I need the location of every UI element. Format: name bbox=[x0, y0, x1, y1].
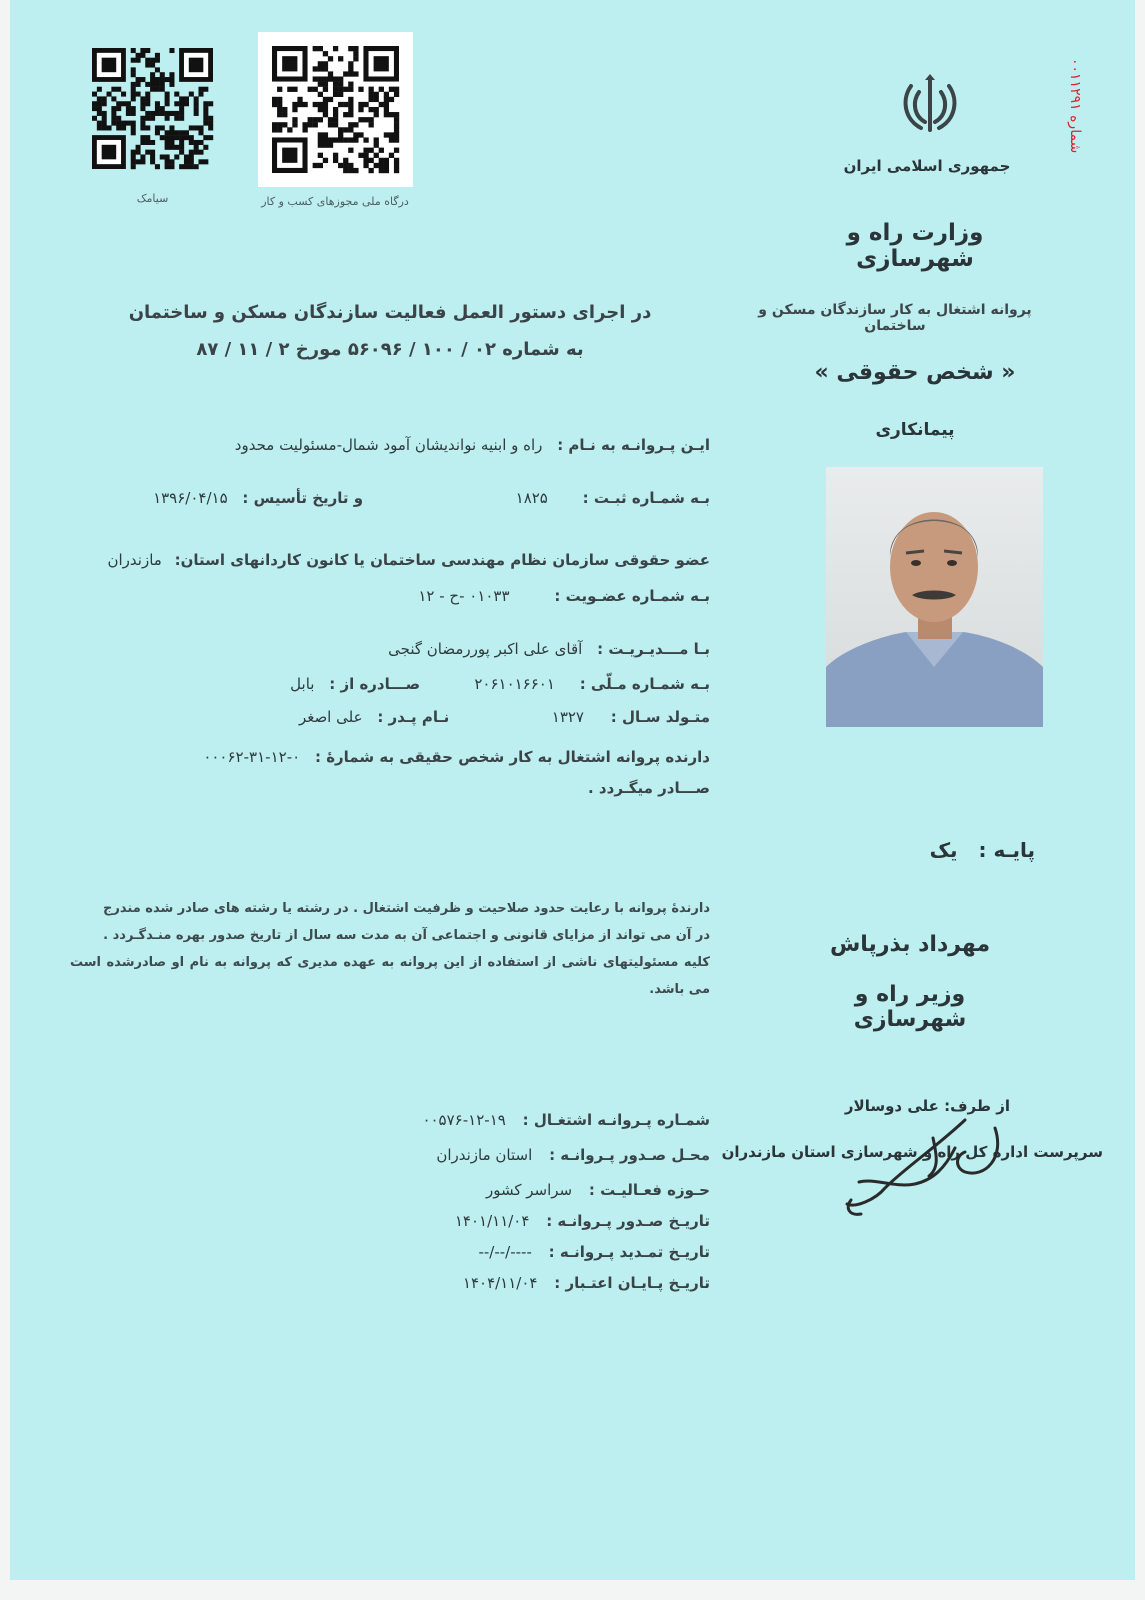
membership-org-label: عضو حقوقی سازمان نظام مهندسی ساختمان یا کانون کاردانهای استان: bbox=[174, 551, 710, 569]
membership-org-row bbox=[107, 551, 710, 569]
iran-emblem-icon bbox=[897, 72, 963, 138]
ministry-title: وزارت راه و شهرسازی bbox=[846, 220, 984, 272]
expiry-date-label: تاریـخ پـایـان اعتـبار : bbox=[554, 1274, 710, 1292]
clause-line-1: دارندهٔ پروانه با رعایت حدود صلاحیت و ظرفیت اشتغال . در رشته یا رشته های صادر شده مندرج bbox=[103, 901, 710, 916]
holder-permit-row bbox=[203, 748, 710, 766]
country-name: جمهوری اسلامی ایران bbox=[843, 157, 1011, 175]
qr-caption-business-portal: درگاه ملی مجوزهای کسب و کار bbox=[261, 195, 409, 208]
expiry-date-row bbox=[463, 1274, 710, 1292]
manager-photo bbox=[826, 467, 1043, 727]
holder-name-label: ایـن پـروانـه به نـام : bbox=[557, 436, 710, 454]
permit-number-label: شمـاره پـروانـه اشتغـال : bbox=[522, 1111, 710, 1129]
conditions-clause bbox=[70, 895, 710, 1003]
issue-date-row bbox=[455, 1212, 710, 1230]
qr-caption-siamak: سیامک bbox=[136, 192, 169, 205]
permit-number-row bbox=[422, 1111, 710, 1129]
national-id-row bbox=[290, 675, 710, 693]
issued-from-label: صـــادره از : bbox=[329, 675, 421, 693]
birth-year-value: ۱۳۲۷ bbox=[551, 708, 584, 726]
activity-category: پیمانکاری bbox=[875, 420, 955, 440]
on-behalf-of: از طرف: علی دوسالار bbox=[844, 1097, 1010, 1115]
minister-title: وزیر راه و شهرسازی bbox=[853, 982, 967, 1032]
registration-row bbox=[153, 489, 710, 507]
registration-label: بـه شمـاره ثبـت : bbox=[582, 489, 710, 507]
issued-from-value: بابل bbox=[290, 675, 315, 693]
scope-label: حـوزه فعـالیـت : bbox=[588, 1181, 710, 1199]
signature-icon bbox=[815, 1108, 1025, 1218]
decree-heading-line2: به شماره ۰۲ / ۱۰۰ / ۵۶۰۹۶ مورخ ۲ / ۱۱ / ۸۷ bbox=[196, 339, 584, 360]
grade-value: یک bbox=[929, 838, 958, 862]
serial-value: ۰۰۱۱۲۹۱ bbox=[1067, 58, 1083, 111]
birth-year-row bbox=[299, 708, 710, 726]
issue-place-row bbox=[436, 1146, 710, 1164]
membership-number-row bbox=[418, 587, 710, 605]
grade-label: پایـه : bbox=[978, 838, 1035, 862]
national-id-label: بـه شمـاره مـلّی : bbox=[579, 675, 710, 693]
qr-code-siamak[interactable] bbox=[90, 46, 215, 171]
person-portrait-icon bbox=[826, 467, 1043, 727]
national-id-value: ۲۰۶۱۰۱۶۶۰۱ bbox=[474, 675, 555, 693]
entity-type: « شخص حقوقی » bbox=[814, 360, 1016, 385]
holder-permit-value: ۰-۱۲-۳۱-۰۰۰۶۲ bbox=[203, 748, 301, 766]
manager-value: آقای علی اکبر پوررمضان گنجی bbox=[388, 640, 583, 658]
permit-type: پروانه اشتغال به کار سازندگان مسکن و ساختمان bbox=[758, 302, 1032, 334]
grade bbox=[930, 838, 1035, 862]
renewal-date-value: --/--/---- bbox=[478, 1243, 532, 1261]
qr-code-business-portal[interactable] bbox=[258, 32, 413, 187]
expiry-date-value: ۱۴۰۴/۱۱/۰۴ bbox=[462, 1274, 538, 1292]
founded-value: ۱۳۹۶/۰۴/۱۵ bbox=[153, 489, 228, 507]
serial-number bbox=[1061, 58, 1083, 153]
issued-final-text: صـــادر میگـردد . bbox=[588, 779, 710, 797]
issue-place-value: استان مازندران bbox=[436, 1146, 533, 1164]
permit-document bbox=[10, 0, 1135, 1580]
renewal-date-label: تاریـخ تمـدید پـروانـه : bbox=[548, 1243, 710, 1261]
clause-line-3: کلیه مسئولیتهای ناشی از استفاده از این پروانه به عهده مدیری که پروانه به نام او صادرشده است می باشد. bbox=[70, 955, 710, 997]
signatory-role: سرپرست اداره کل راه و شهرسازی استان مازندران bbox=[721, 1143, 1103, 1161]
issue-date-label: تاریـخ صـدور پـروانـه : bbox=[546, 1212, 710, 1230]
scope-row bbox=[486, 1181, 710, 1199]
clause-line-2: در آن می تواند از مزایای قانونی و اجتماعی آن به مدت سه سال از تاریخ صدور بهره منـدگـردد . bbox=[103, 928, 710, 943]
manager-label: بـا مـــدیـریـت : bbox=[597, 640, 710, 658]
issued-final-row bbox=[588, 779, 710, 797]
qr-code-icon bbox=[90, 46, 215, 171]
minister-name: مهرداد بذرپاش bbox=[829, 932, 991, 957]
issue-place-label: محـل صـدور پـروانـه : bbox=[549, 1146, 710, 1164]
issue-date-value: ۱۴۰۱/۱۱/۰۴ bbox=[454, 1212, 530, 1230]
membership-org-value: مازندران bbox=[107, 551, 162, 569]
father-name-label: نـام پـدر : bbox=[377, 708, 450, 726]
decree-heading-line1: در اجرای دستور العمل فعالیت سازندگان مسکن و ساختمان bbox=[128, 302, 652, 323]
birth-year-label: متـولد سـال : bbox=[610, 708, 710, 726]
qr-code-icon bbox=[258, 32, 413, 187]
holder-permit-label: دارنده پروانه اشتغال به کار شخص حقیقی به شمارهٔ : bbox=[314, 748, 710, 766]
serial-label: شماره bbox=[1067, 115, 1083, 154]
founded-label: و تاریخ تأسیس : bbox=[242, 489, 364, 507]
father-name-value: علی اصغر bbox=[298, 708, 363, 726]
permit-number-value: ۱۹-۱۲-۰۰۵۷۶ bbox=[422, 1111, 506, 1129]
registration-value: ۱۸۲۵ bbox=[515, 489, 548, 507]
membership-number-value: ۰۱۰۳۳ -ح - ۱۲ bbox=[418, 587, 510, 605]
membership-number-label: بـه شمـاره عضـویت : bbox=[554, 587, 710, 605]
renewal-date-row bbox=[478, 1243, 710, 1261]
holder-name-row bbox=[235, 436, 710, 454]
holder-name-value: راه و ابنیه نواندیشان آمود شمال-مسئولیت محدود bbox=[234, 436, 543, 454]
scope-value: سراسر کشور bbox=[485, 1181, 573, 1199]
manager-row bbox=[388, 640, 710, 658]
